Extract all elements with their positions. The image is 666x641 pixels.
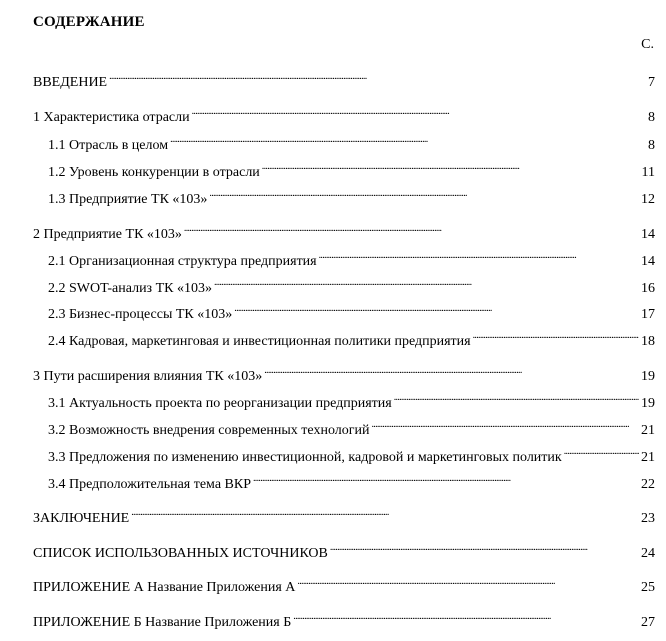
dot-leader (262, 158, 640, 176)
toc-entry-text: ПРИЛОЖЕНИЕ А Название Приложения А (33, 580, 296, 595)
toc-page-number: 27 (641, 615, 655, 630)
toc-entry-text: СПИСОК ИСПОЛЬЗОВАННЫХ ИСТОЧНИКОВ (33, 546, 328, 561)
toc-page-number: 19 (641, 396, 655, 411)
toc-page-number: 16 (641, 281, 655, 296)
toc-entry-section-2-4[interactable] (48, 327, 655, 351)
toc-page-number: 18 (641, 334, 655, 349)
toc-page-number: 25 (641, 580, 655, 595)
dot-leader (109, 68, 646, 86)
toc-page-number: 14 (641, 227, 655, 242)
toc-entry-text: 3.2 Возможность внедрения современных технологий (48, 423, 370, 438)
toc-page-number: 8 (648, 110, 655, 125)
toc-page-number: 21 (641, 423, 655, 438)
dot-leader (209, 185, 639, 203)
toc-page-number: 7 (648, 75, 655, 90)
toc-entry-text: 3.4 Предположительная тема ВКР (48, 477, 251, 492)
toc-entry-text: 1.1 Отрасль в целом (48, 138, 169, 153)
dot-leader (319, 247, 639, 265)
toc-entry-text: ПРИЛОЖЕНИЕ Б Название Приложения Б (33, 615, 292, 630)
toc-page-number: 21 (641, 450, 655, 465)
toc-entry-text: 2 Предприятие ТК «103» (33, 227, 182, 242)
dot-leader (131, 504, 639, 522)
toc-entry-section-3-4[interactable] (48, 470, 655, 494)
dot-leader (184, 220, 639, 238)
toc-page-number: 14 (641, 254, 655, 269)
toc-page-number: 17 (641, 307, 655, 322)
toc-entry-text: 2.1 Организационная структура предприятия (48, 254, 317, 269)
toc-page-number: 11 (641, 165, 655, 180)
toc-entry-section-3-3[interactable] (48, 443, 655, 467)
toc-entry-text: 2.2 SWOT-анализ ТК «103» (48, 281, 212, 296)
toc-entry-text: 1.3 Предприятие ТК «103» (48, 192, 208, 207)
dot-leader (330, 539, 639, 557)
toc-entry-text: ЗАКЛЮЧЕНИЕ (33, 511, 130, 526)
toc-page-number: 12 (641, 192, 655, 207)
dot-leader (394, 389, 639, 407)
toc-entry-appendix-a[interactable] (33, 573, 655, 597)
toc-entry-text: 2.4 Кадровая, маркетинговая и инвестиционная политики предприятия (48, 334, 471, 349)
dot-leader (214, 274, 639, 292)
toc-page-number: 19 (641, 369, 655, 384)
toc-entry-text: 1 Характеристика отрасли (33, 110, 190, 125)
toc-entry-section-2-3[interactable] (48, 300, 655, 324)
toc-page-number: 24 (641, 546, 655, 561)
toc-entry-section-1-3[interactable] (48, 185, 655, 209)
dot-leader (234, 300, 639, 318)
page-title: СОДЕРЖАНИЕ (33, 14, 145, 30)
dot-leader (473, 327, 639, 345)
dot-leader (564, 443, 639, 461)
toc-entry-text: 3 Пути расширения влияния ТК «103» (33, 369, 263, 384)
dot-leader (253, 470, 639, 488)
toc-entry-section-3-2[interactable] (48, 416, 655, 440)
toc-page-number: 22 (641, 477, 655, 492)
toc-entry-chapter-1[interactable] (33, 103, 655, 127)
toc-entry-section-2-2[interactable] (48, 274, 655, 298)
toc-entry-references[interactable] (33, 539, 655, 563)
dot-leader (293, 608, 639, 626)
toc-entry-chapter-2[interactable] (33, 220, 655, 244)
dot-leader (192, 103, 646, 121)
toc-entry-appendix-b[interactable] (33, 608, 655, 632)
toc-entry-section-1-1[interactable] (48, 131, 655, 155)
toc-entry-text: 1.2 Уровень конкуренции в отрасли (48, 165, 260, 180)
dot-leader (371, 416, 639, 434)
toc-page-number: 8 (648, 138, 655, 153)
dot-leader (264, 362, 639, 380)
toc-entry-text: ВВЕДЕНИЕ (33, 75, 108, 90)
toc-entry-text: 3.1 Актуальность проекта по реорганизации предприятия (48, 396, 392, 411)
toc-page-number: 23 (641, 511, 655, 526)
toc-entry-text: 2.3 Бизнес-процессы ТК «103» (48, 307, 233, 322)
dot-leader (297, 573, 639, 591)
page-column-label: С. (641, 37, 654, 52)
toc-entry-introduction[interactable] (33, 68, 655, 92)
toc-entry-conclusion[interactable] (33, 504, 655, 528)
toc-entry-section-2-1[interactable] (48, 247, 655, 271)
toc-entry-section-3-1[interactable] (48, 389, 655, 413)
dot-leader (170, 131, 646, 149)
toc-entry-text: 3.3 Предложения по изменению инвестиционной, кадровой и маркетинговых политик (48, 450, 562, 465)
toc-entry-section-1-2[interactable] (48, 158, 655, 182)
toc-entry-chapter-3[interactable] (33, 362, 655, 386)
